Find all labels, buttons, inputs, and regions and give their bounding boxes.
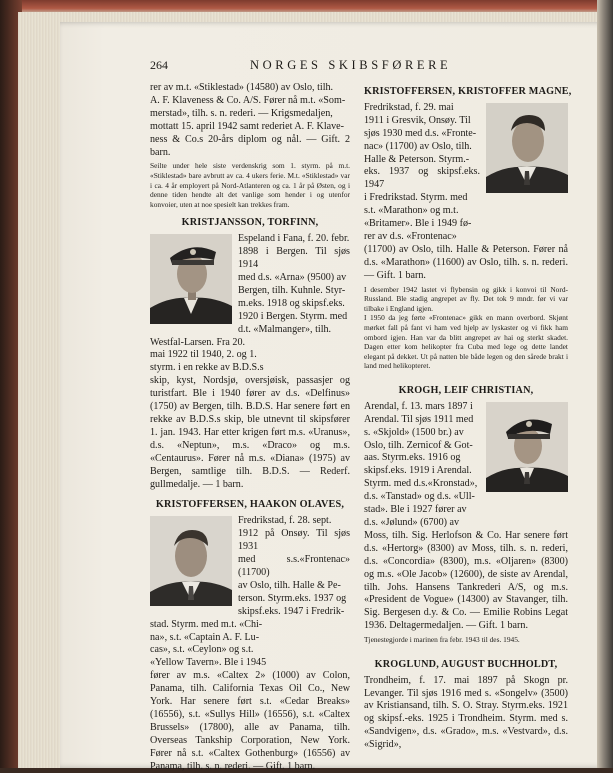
captain-portrait-icon <box>150 234 232 324</box>
entry-text: fører av m.s. «Caltex 2» (1000) av Colon, Panama, tilh. California Texas Oil Co., New York. Har senere ført s.t. «Cedar Breaks» (16556), s.t. «Sullys Hill» (16556), s.t. «Caltex Brussels» (17800), alle av Panama, tilh. Overseas Tankship Corporation, New York. Fører nå s.t. «Caltex Gothenburg» (16556) av Panama, tilh. s. n. rederi. — Gift. 1 barn. <box>150 670 350 772</box>
entry-text: Trondheim, f. 17. mai 1897 på Skogn pr. Levanger. Til sjøs 1916 med s. «Songelv» (3500) av Kristiansand, tilh. S. O. Stray. Styrm.eks. 1921 og skipsf.-eks. 1925 i Trondheim. Styrm. med s. «Sandvigen», d.s. «Grado», m.s. «Vestvard», d.s. «Sigrid», <box>364 674 568 751</box>
man-portrait-photo <box>150 516 232 606</box>
entry-note: I desember 1942 lastet vi flybensin og gikk i konvoi til Nord-Russland. Ble stadig angrepet av fly. Det tok 9 mndr. før vi var tilbake i England igjen. I 1950 da jeg førte «Frontenac» gikk en mann overbord. Skjønt mørket fall på fant vi ham ved hjelp av lyskaster og vi fikk ham ombord igjen. Han var da blitt angrepet av hai og sterkt skadet. Dagen etter kom helikopter fra Cuba med lege og dette landet elegant på dekket. Ut på natten ble både legen og den sårede brakt i land med helikopteret. <box>364 284 568 371</box>
entry-heading: KRISTOFFERSEN, HAAKON OLAVES, <box>155 499 345 511</box>
entry-note: Tjenestegjorde i marinen fra febr. 1943 til des. 1945. <box>364 635 520 645</box>
entry-text-beside-photo: Fredrikstad, f. 29. mai 1911 i Gresvik, Onsøy. Til sjøs 1930 med d.s. «Fronte- nac» (11700) av Oslo, tilh. Halle & Peterson. Styrm.- eks. 1937 og skipsf.eks. 1947 i Fredrikstad. Styrm. med s.t. «Marathon» og m.t. «Britamer». Ble i 1949 fø- rer av d.s. «Frontenac» <box>364 101 480 242</box>
entry-heading: KROGLUND, AUGUST BUCHHOLDT, <box>374 658 558 670</box>
entry-text-beside-photo: Espeland i Fana, f. 20. febr. 1898 i Bergen. Til sjøs 1914 med d.s. «Arna» (9500) av Bergen, tilh. Kuhnle. Styr- m.eks. 1918 og skipsf.eks. 1920 i Bergen. Styrm. med d.t. «Malmanger», tilh. Westfal-Larsen. Fra 20. mai 1922 til 1940, 2. og 1. styrm. i en rekke av B.D.S.s <box>150 233 350 374</box>
book-binding-shadow <box>597 0 613 768</box>
continued-entry-text: rer av m.t. «Stiklestad» (14580) av Oslo, tilh. A. F. Klaveness & Co. A/S. Fører nå m.t. «Som- merstad», tilh. s. n. rederi. — Krigsmedaljen, mottatt 15. april 1942 samt rederiet A. F. Klave- ness & Co.s 20-års diplom og nål. — Gift. 2 barn. <box>150 82 350 158</box>
man-portrait-photo <box>486 103 568 193</box>
entry-text: Moss, tilh. Sig. Herlofson & Co. Har senere ført d.s. «Hertorg» (8300) av Moss, tilh. s. n. rederi, d.s. «Concordia» (8300), m.s. «Oljaren» (8300) og m.s. «Ole Jacob» (12600), de siste av Arendal, tilh. Johs. Hansens Tankrederi A/S, og m.s. «President de Vogue» (14300) av Stavanger, tilh. Sig. Bergesen d.y. & Co. — Emilie Robins Legat 1936. Deltagermedaljen. — Gift. 1 barn. <box>364 529 568 632</box>
entry-text: skip, kyst, Nordsjø, oversjøisk, passasjer og turistfart. Ble i 1940 fører av d.s. «Delfinus» (1750) av Bergen, tilh. B.D.S. Har senere ført en rekke av B.D.S.s skip, ble utnevnt til skipsfører 1. jan. 1943. Har etter krigen ført m.s. «Uranus», d.s. «Neptun», m.s. «Draco» og m.s. «Centaurus». Fører nå m.s. «Diana» (1975) av Bergen, samtlige tilh. B.D.S. — Rederf. gullmedalje. — 1 barn. <box>150 375 350 490</box>
entry-heading: KRISTJANSSON, TORFINN, <box>181 217 319 229</box>
left-column <box>150 82 350 773</box>
continued-entry-note: Seilte under hele siste verdenskrig som 1. styrm. på m.t. «Stiklestad» bare avbrutt av ca. 4 ukers ferie. M.t. «Stiklestad» var i ca. 4 år employert på Nord-Atlanteren og ca. 1 år på Østen, og i denne tiden hendte alt det vanlige som hender i og utenfor konvoier, uten at noe spesielt kan trekkes fram. <box>150 161 350 209</box>
entry-heading: KRISTOFFERSEN, KRISTOFFER MAGNE, <box>364 86 572 97</box>
entry-text-beside-photo: Fredrikstad, f. 28. sept. 1912 på Onsøy. Til sjøs 1931 med s.s.«Frontenac» (11700) av Oslo, tilh. Halle & Pe- terson. Styrm.eks. 1937 og skipsf.eks. 1947 i Fredrik- stad. Styrm. med m.t. «Chi- na», s.t. «Captain A. F. Lu- cas», s.t. «Ceylon» og s.t. «Yellow Tavern». Ble i 1945 <box>150 515 350 669</box>
captain-portrait-photo <box>150 234 232 324</box>
man-portrait-icon <box>486 103 568 193</box>
captain-portrait-photo <box>486 402 568 492</box>
entry-text: (11700) av Oslo, tilh. Halle & Peterson. Fører nå d.s. «Marathon» (11600) av Oslo, tilh. s. n. rederi. — Gift. 1 barn. <box>364 243 568 281</box>
page-number: 264 <box>150 58 168 72</box>
running-head <box>150 58 570 74</box>
right-column <box>364 82 572 752</box>
running-title: NORGES SKIBSFØRERE <box>250 58 452 72</box>
entry-text-beside-photo: Arendal, f. 13. mars 1897 i Arendal. Til sjøs 1911 med s. «Skjold» (1500 br.) av Oslo, tilh. Zernicof & Got- aas. Styrm.eks. 1916 og skipsf.eks. 1919 i Arendal. Styrm. med d.s.«Kronstad», d.s. «Tanstad» og d.s. «Ull- stad». Ble i 1927 fører av d.s. «Jølund» (6700) av <box>364 400 478 528</box>
entry-heading: KROGH, LEIF CHRISTIAN, <box>398 384 534 396</box>
captain-portrait-icon <box>486 402 568 492</box>
man-portrait-icon <box>150 516 232 606</box>
